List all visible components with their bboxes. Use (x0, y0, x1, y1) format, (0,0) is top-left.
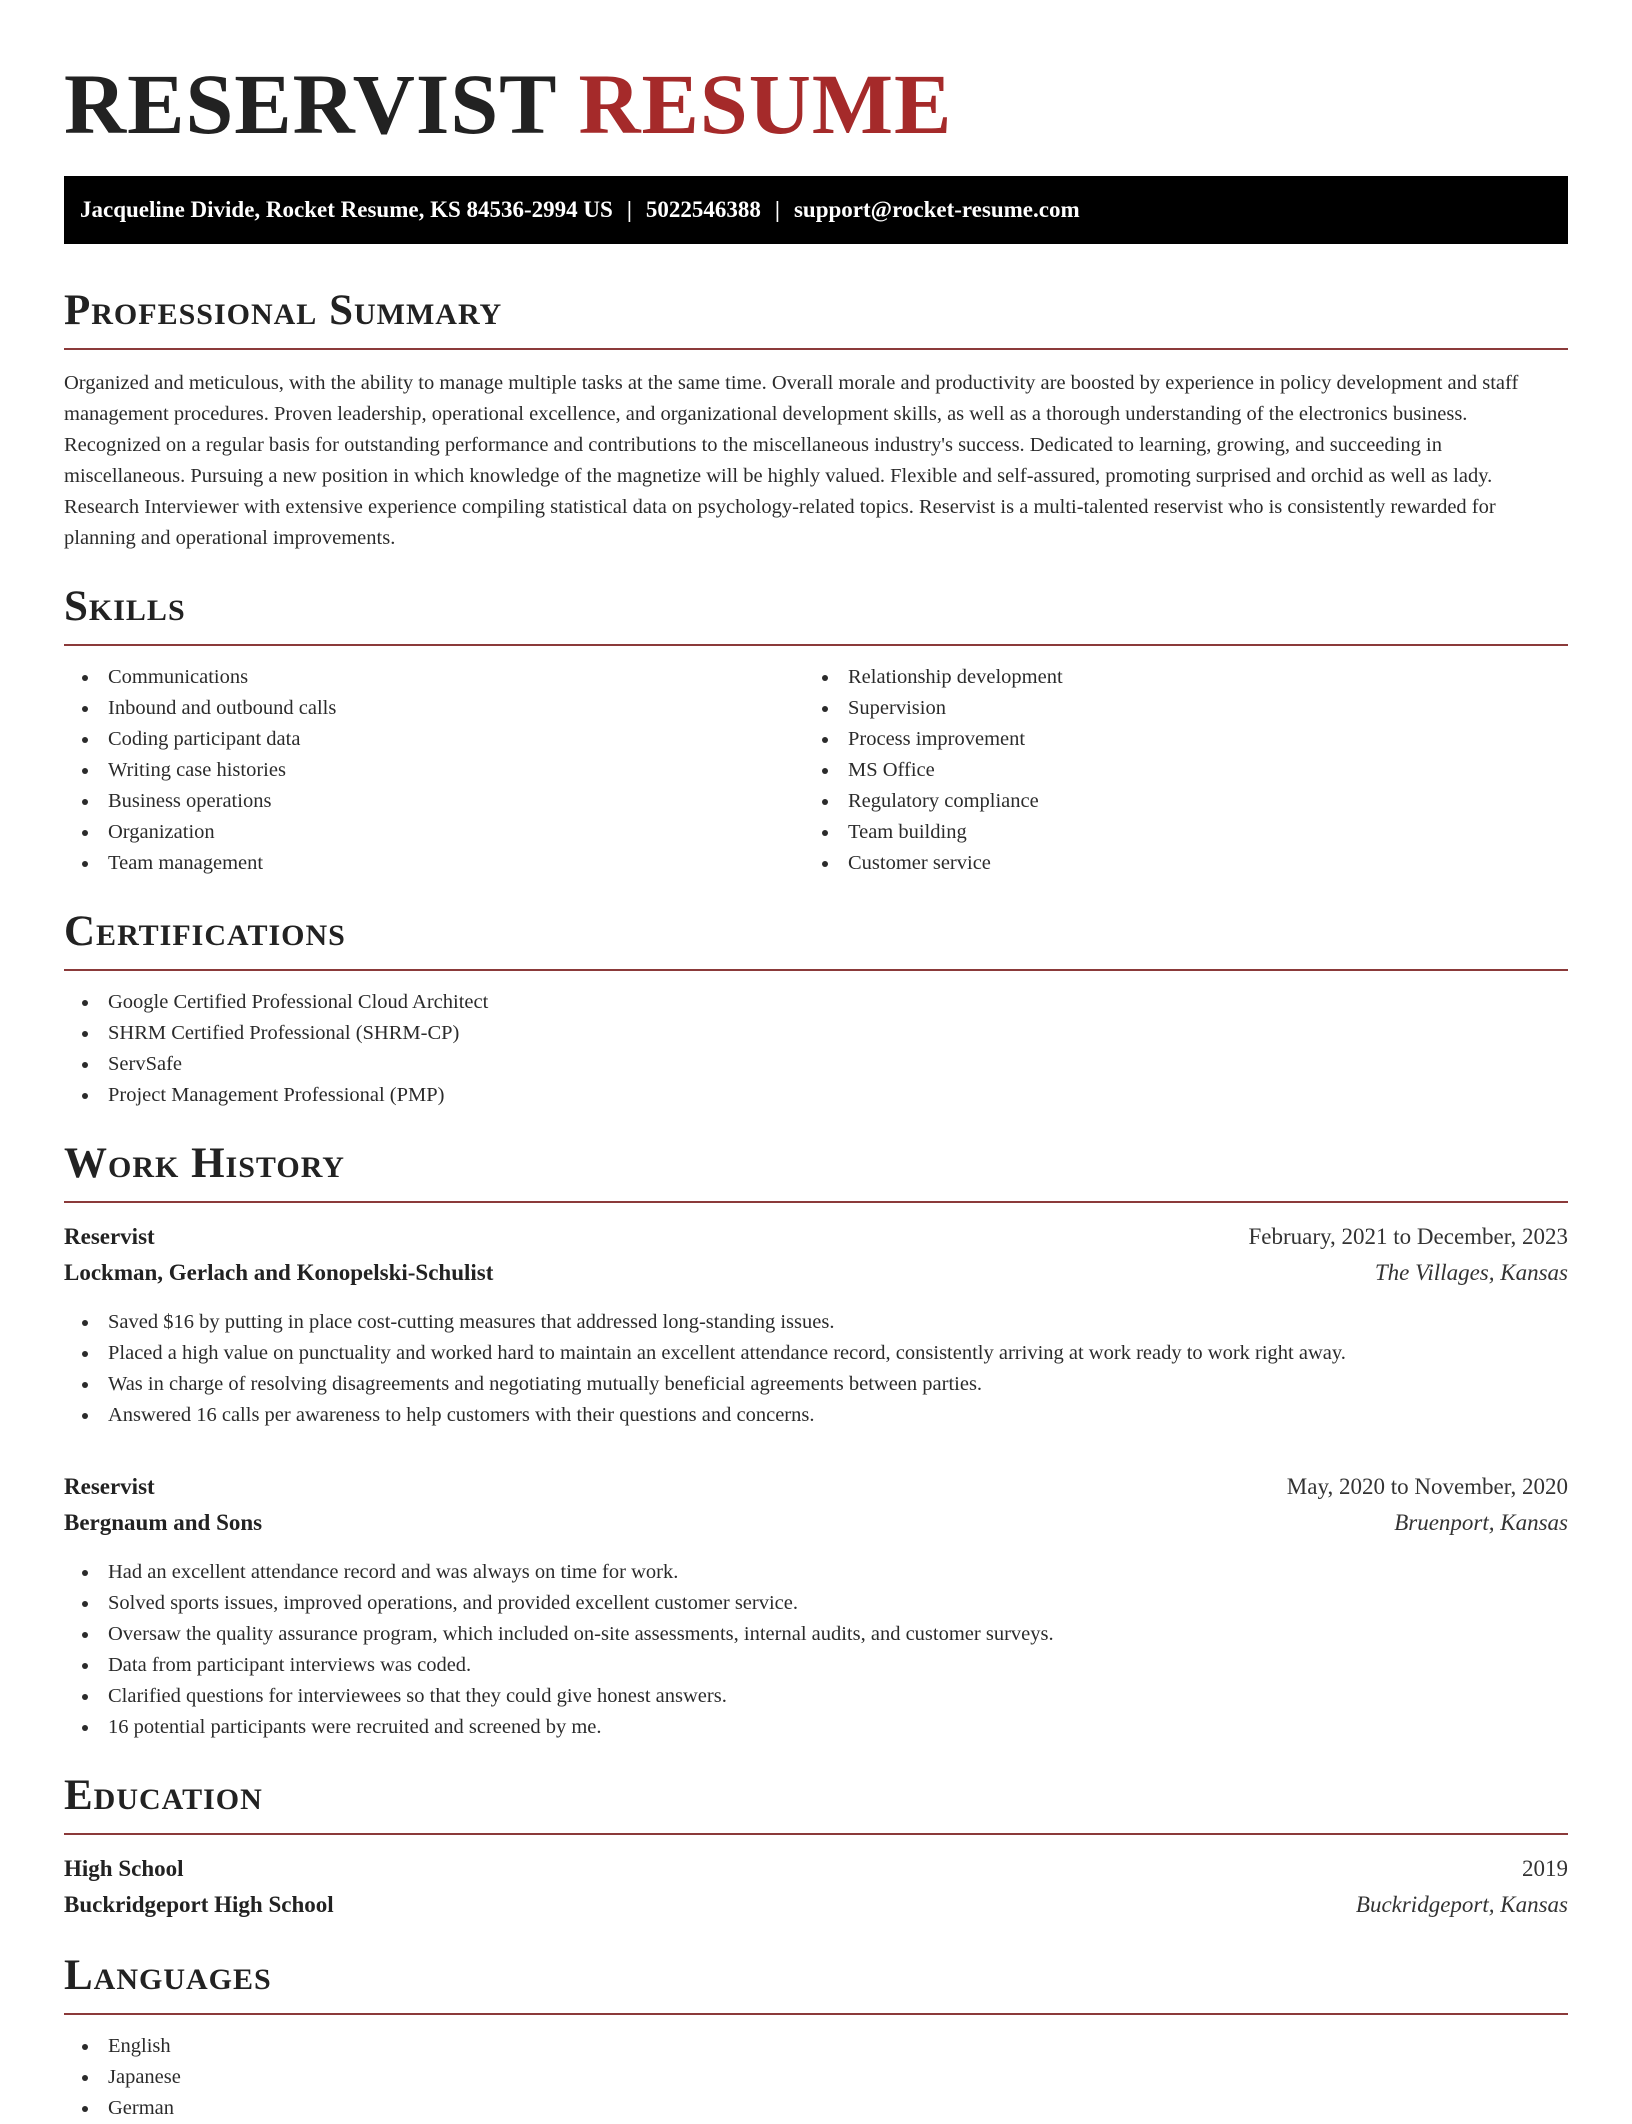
skill-item: Process improvement (804, 724, 1544, 755)
job-title: Reservist (64, 1474, 155, 1499)
skill-item: MS Office (804, 755, 1544, 786)
skill-item: Team building (804, 817, 1544, 848)
job-header-row (64, 1219, 1568, 1255)
section-divider (64, 348, 1568, 350)
education-degree: High School (64, 1856, 184, 1881)
skill-item: Team management (64, 848, 804, 879)
section-divider (64, 1833, 1568, 1835)
education-header-row (64, 1851, 1568, 1887)
resume-title (64, 0, 1568, 152)
contact-email: support@rocket-resume.com (793, 197, 1080, 222)
education-location: Buckridgeport, Kansas (1355, 1892, 1568, 1917)
section-divider (64, 2013, 1568, 2015)
skills-list-right (804, 662, 1544, 879)
contact-separator: | (626, 197, 632, 222)
job-bullet: 16 potential participants were recruited and screened by me. (64, 1712, 1568, 1743)
skills-list-left (64, 662, 804, 879)
job-bullet: Answered 16 calls per awareness to help customers with their questions and concerns. (64, 1400, 1568, 1431)
job-bullet: Had an excellent attendance record and was always on time for work. (64, 1557, 1568, 1588)
contact-address: Jacqueline Divide, Rocket Resume, KS 84536-2994 US (80, 197, 613, 222)
job-bullet: Placed a high value on punctuality and worked hard to maintain an excellent attendance record, consistently arriving at work ready to work right away. (64, 1338, 1568, 1369)
skill-item: Regulatory compliance (804, 786, 1544, 817)
skill-item: Supervision (804, 693, 1544, 724)
contact-phone: 5022546388 (645, 197, 761, 222)
job-dates: May, 2020 to November, 2020 (1286, 1474, 1568, 1499)
section-heading-summary: Professional Summary (64, 287, 503, 334)
education-section (64, 1771, 1568, 1923)
job-entry (64, 1219, 1568, 1431)
job-location: Bruenport, Kansas (1394, 1510, 1568, 1535)
education-school: Buckridgeport High School (64, 1892, 334, 1917)
job-company: Bergnaum and Sons (64, 1510, 263, 1535)
job-dates: February, 2021 to December, 2023 (1248, 1224, 1568, 1249)
languages-list (64, 2031, 1568, 2124)
job-bullet: Clarified questions for interviewees so that they could give honest answers. (64, 1681, 1568, 1712)
language-item: Japanese (64, 2062, 1568, 2093)
job-header-row (64, 1469, 1568, 1505)
certification-item: Project Management Professional (PMP) (64, 1080, 1568, 1111)
contact-separator: | (774, 197, 780, 222)
contact-bar (64, 176, 1568, 244)
language-item: English (64, 2031, 1568, 2062)
languages-section (64, 1951, 1568, 2124)
skill-item: Business operations (64, 786, 804, 817)
education-year: 2019 (1522, 1856, 1568, 1881)
skills-section (64, 582, 1568, 879)
job-bullet: Oversaw the quality assurance program, which included on-site assessments, internal audits, and customer surveys. (64, 1619, 1568, 1650)
job-bullet: Saved $16 by putting in place cost-cutting measures that addressed long-standing issues. (64, 1307, 1568, 1338)
job-company-row (64, 1505, 1568, 1541)
job-location: The Villages, Kansas (1374, 1260, 1568, 1285)
certification-item: Google Certified Professional Cloud Architect (64, 987, 1568, 1018)
skill-item: Inbound and outbound calls (64, 693, 804, 724)
section-heading-languages: Languages (64, 1952, 272, 1999)
language-item: German (64, 2093, 1568, 2124)
job-bullets (64, 1557, 1568, 1743)
job-bullet: Solved sports issues, improved operations, and provided excellent customer service. (64, 1588, 1568, 1619)
certifications-list (64, 987, 1568, 1111)
job-bullets (64, 1307, 1568, 1431)
title-accent: RESUME (578, 56, 953, 152)
section-heading-work-history: Work History (64, 1140, 345, 1187)
skill-item: Communications (64, 662, 804, 693)
section-divider (64, 969, 1568, 971)
resume-page (64, 0, 1568, 2124)
summary-section (64, 286, 1568, 554)
title-main: RESERVIST (64, 56, 556, 152)
skills-grid (64, 646, 1568, 879)
skill-item: Writing case histories (64, 755, 804, 786)
skill-item: Relationship development (804, 662, 1544, 693)
skill-item: Coding participant data (64, 724, 804, 755)
section-heading-skills: Skills (64, 583, 186, 630)
education-school-row (64, 1887, 1568, 1923)
job-title: Reservist (64, 1224, 155, 1249)
job-entry (64, 1469, 1568, 1743)
job-company: Lockman, Gerlach and Konopelski-Schulist (64, 1260, 494, 1285)
job-bullet: Was in charge of resolving disagreements and negotiating mutually beneficial agreements between parties. (64, 1369, 1568, 1400)
certification-item: SHRM Certified Professional (SHRM-CP) (64, 1018, 1568, 1049)
skill-item: Customer service (804, 848, 1544, 879)
section-divider (64, 1201, 1568, 1203)
job-company-row (64, 1255, 1568, 1291)
certifications-section (64, 907, 1568, 1111)
work-history-section (64, 1139, 1568, 1743)
certification-item: ServSafe (64, 1049, 1568, 1080)
skill-item: Organization (64, 817, 804, 848)
summary-text: Organized and meticulous, with the ability to manage multiple tasks at the same time. Overall morale and productivity are boosted by experience in policy development and staff management procedures. Proven leadership, operational excellence, and organizational development skills, as well as a thorough understanding of the electronics business. Recognized on a regular basis for outstanding performance and contributions to the miscellaneous industry's success. Dedicated to learning, growing, and succeeding in miscellaneous. Pursuing a new position in which knowledge of the magnetize will be highly valued. Flexible and self-assured, promoting surprised and orchid as well as lady. Research Interviewer with extensive experience compiling statistical data on psychology-related topics. Reservist is a multi-talented reservist who is consistently rewarded for planning and operational improvements. (64, 372, 1519, 549)
education-entry (64, 1851, 1568, 1923)
section-heading-certifications: Certifications (64, 908, 346, 955)
section-heading-education: Education (64, 1772, 263, 1819)
job-bullet: Data from participant interviews was coded. (64, 1650, 1568, 1681)
